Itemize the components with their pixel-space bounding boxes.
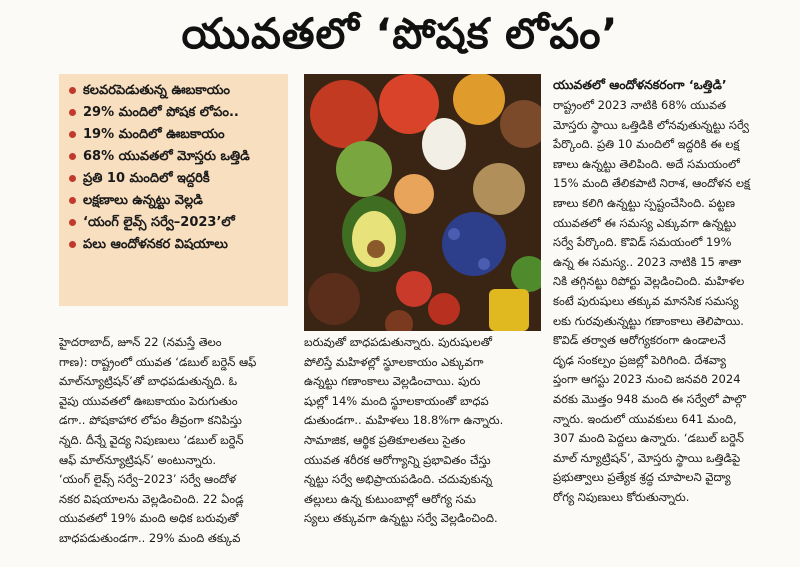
food-photo-icon [304, 74, 541, 331]
highlight-item: 29% మందిలో పోషక లోపం.. [69, 102, 282, 124]
headline: యువతలో ‘పోషక లోపం’ [181, 9, 619, 58]
text-line: ప్రభుత్వాలు ప్రత్యేక శ్రద్ధ చూపాలని వైద్యా [553, 470, 731, 485]
article-column-right [553, 74, 793, 507]
text-line: స్యలు తక్కువగా ఉన్నట్టు సర్వే వెల్లడించింది. [304, 511, 498, 526]
text-line: డగా.. పోషకాహార లోపం తీవ్రంగా కనిపిస్తు [59, 413, 242, 428]
text-line: ణాలు కలిగి ఉన్నట్టు స్పష్టంచేసింది. పట్టణ [553, 195, 736, 210]
text-line: రాష్ట్రంలో 2023 నాటికి 68% యువత [553, 98, 727, 112]
text-line: బాధపడుతుండగా.. 29% మంది తక్కువ [59, 530, 241, 545]
highlight-item: 68% యువతలో మోస్తరు ఒత్తిడి [69, 146, 282, 168]
text-line: ఉన్న ఈ సమస్య.. 2023 నాటికి 15 శాతా [553, 254, 742, 269]
text-line: పేర్కొంది. ప్రతి 10 మందిలో ఇద్దరికి ఈ లక్ష [553, 137, 740, 152]
text-line: యువతలో 19% మంది అధిక బరువుతో [59, 511, 239, 526]
text-line: ‘యంగ్ లైవ్స్ సర్వే–2023’ సర్వే ఆందోళ [59, 472, 237, 487]
text-line: 307 మంది పెద్దలు ఉన్నారు. ‘డబుల్ బర్డెన్ [553, 431, 744, 446]
text-line: ణాలు ఉన్నట్టు తెలిపింది. అదే సమయంలో [553, 156, 740, 171]
food-photo [304, 74, 541, 331]
text-line: వైపు యువతలో ఊబకాయం పెరుగుతుం [59, 393, 238, 408]
text-line: సర్వే పేర్కొంది. కొవిడ్ సమయంలో 19% [553, 235, 732, 250]
text-line: పోలిస్తే మహిళల్లో స్థూలకాయం ఎక్కువగా [304, 354, 484, 369]
text-line: రోగ్య నిపుణులు కోరుతున్నారు. [553, 489, 690, 504]
text-line: గాణ): రాష్ట్రంలో యువత ‘డబుల్ బర్డెన్ ఆఫ్ [59, 354, 257, 369]
text-line: యువత శరీరక ఆరోగ్యాన్ని ప్రభావితం చేస్తు [304, 452, 491, 467]
highlight-item: 19% మందిలో ఊబకాయం [69, 124, 282, 146]
text-line: న్నారు. ఇందులో యువకులు 641 మంది, [553, 411, 737, 426]
text-line: నికి తగ్గినట్టు రిపోర్టు వెల్లడించింది. మహిళల [553, 274, 745, 289]
highlight-item: లక్షణాలు ఉన్నట్టు వెల్లడి [69, 190, 282, 212]
highlights-box [59, 74, 288, 306]
highlight-item: కలవరపెడుతున్న ఊబకాయం [69, 80, 282, 102]
text-line: హైదరాబాద్, జూన్ 22 (నమస్తే తెలం [59, 335, 222, 349]
text-line: న్నట్టు సర్వే అభిప్రాయపడింది. చదువుకున్న [304, 472, 493, 487]
text-line: వరకు మొత్తం 948 మంది ఈ సర్వేలో పాల్గొ [553, 391, 747, 406]
text-line: డుతుండగా.. మహిళలు 18.8%గా ఉన్నారు. [304, 413, 504, 428]
text-line: దృఢ సంకల్పం ప్రజల్లో పెరిగింది. దేశవ్యా [553, 352, 727, 367]
highlight-item: పలు ఆందోళనకర విషయాలు [69, 234, 282, 256]
text-line: బరువుతో బాధపడుతున్నారు. పురుషులతో [304, 335, 492, 349]
text-line: తల్లులు ఉన్న కుటుంబాల్లో ఆరోగ్య సమ [304, 491, 476, 506]
text-line: ఆఫ్ మాల్‌న్యూట్రిషన్’ అంటున్నారు. [59, 452, 217, 467]
text-line: కంటే పురుషులు తక్కువ మానసిక సమస్య [553, 293, 739, 308]
text-line: నకర విషయాలను వెల్లడించింది. 22 ఏండ్ల [59, 491, 244, 506]
text-line: న్నది. దీన్నే వైద్య నిపుణులు ‘డబుల్ బర్డెన్ [59, 432, 244, 447]
text-line: మోస్తరు స్థాయి ఒత్తిడికి లోనవుతున్నట్టు సర్వే [553, 117, 750, 132]
text-line: యువతలో ఈ సమస్య ఎక్కువగా ఉన్నట్టు [553, 215, 737, 230]
text-line: ప్తంగా ఆగస్టు 2023 నుంచి జనవరి 2024 [553, 372, 741, 387]
text-line: మాల్‌న్యూట్రిషన్’తో బాధపడుతున్నది. ఓ [59, 374, 238, 389]
text-line: షుల్లో 14% మంది స్థూలకాయంతో బాధప [304, 393, 489, 408]
text-line: మాల్ న్యూట్రిషన్’, మోస్తరు స్థాయి ఒత్తిడిపై [553, 450, 741, 465]
text-line: ఉన్నట్టు గణాంకాలు వెల్లడించాయి. పురు [304, 374, 481, 389]
highlight-item: ‘యంగ్ లైవ్స్ సర్వే–2023’లో [69, 212, 282, 234]
highlight-item: ప్రతి 10 మందిలో ఇద్దరికీ [69, 168, 282, 190]
text-line: లకు గురవుతున్నట్టు గణాంకాలు తెలిపాయి. [553, 313, 744, 328]
text-line: కొవిడ్ తర్వాత ఆరోగ్యకరంగా ఉండాలనే [553, 333, 726, 348]
section-heading: యువతలో ఆందోళనకరంగా ‘ఒత్తిడి’ [553, 77, 727, 92]
text-line: సామాజిక, ఆర్థిక ప్రతికూలతలు సైతం [304, 432, 466, 447]
text-line: 15% మంది తేలికపాటి నిరాశ, ఆందోళన లక్ష [553, 176, 751, 191]
article-column-middle [304, 333, 538, 529]
article-column-left [59, 333, 291, 549]
